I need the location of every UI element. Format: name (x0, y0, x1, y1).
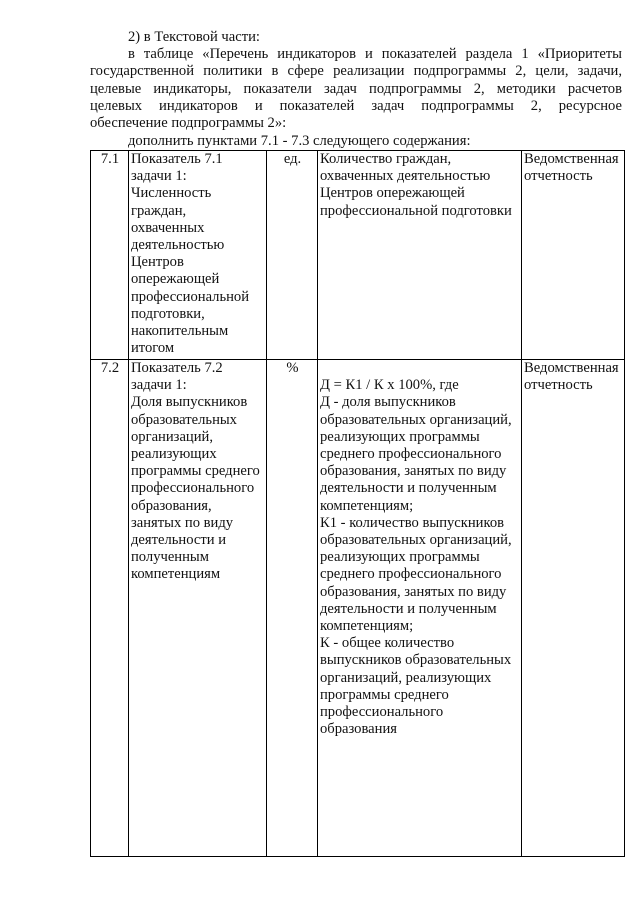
indicators-table (90, 150, 625, 857)
source-cell: Ведомственная отчетность (522, 360, 625, 857)
paragraph-line: в таблице «Перечень индикаторов и показателей раздела 1 «Приоритеты (128, 46, 622, 62)
indicator-name: Показатель 7.1 задачи 1: Численность граждан, охваченных деятельностью Центров опережающей профессиональной подготовки, накопительным итогом (129, 151, 267, 360)
row-number: 7.2 (91, 360, 129, 857)
unit-cell: ед. (267, 151, 318, 360)
unit-cell: % (267, 360, 318, 857)
indicator-name: Показатель 7.2 задачи 1: Доля выпускников образовательных организаций, реализующих программы среднего профессионального образования, занятых по виду деятельности и полученным компетенциям (129, 360, 267, 857)
method-cell: Д = К1 / К x 100%, где Д - доля выпускников образовательных организаций, реализующих программы среднего профессионального образования, занятых по виду деятельности и полученным компетенциям; К1 - количество выпускников образовательных организаций, реализующих программы среднего профессионального образования, занятых по виду деятельности и полученным компетенциям; К - общее количество выпускников образовательных организаций, реализующих программы среднего профессионального образования (318, 360, 522, 857)
paragraph-line: целевых индикаторов и показателей задач подпрограммы 2, ресурсное (90, 98, 622, 114)
row-number: 7.1 (91, 151, 129, 360)
paragraph-line: целевые индикаторы, показатели задач подпрограммы 2, методики расчетов (90, 81, 622, 97)
table-row (91, 360, 625, 857)
paragraph-line: государственной политики в сфере реализации подпрограммы 2, цели, задачи, (90, 63, 622, 79)
paragraph-line: дополнить пунктами 7.1 - 7.3 следующего содержания: (128, 133, 471, 149)
source-cell: Ведомственная отчетность (522, 151, 625, 360)
method-cell: Количество граждан, охваченных деятельностью Центров опережающей профессиональной подготовки (318, 151, 522, 360)
list-item-heading: 2) в Текстовой части: (128, 29, 260, 45)
paragraph-line: обеспечение подпрограммы 2»: (90, 115, 287, 131)
table-row (91, 151, 625, 360)
